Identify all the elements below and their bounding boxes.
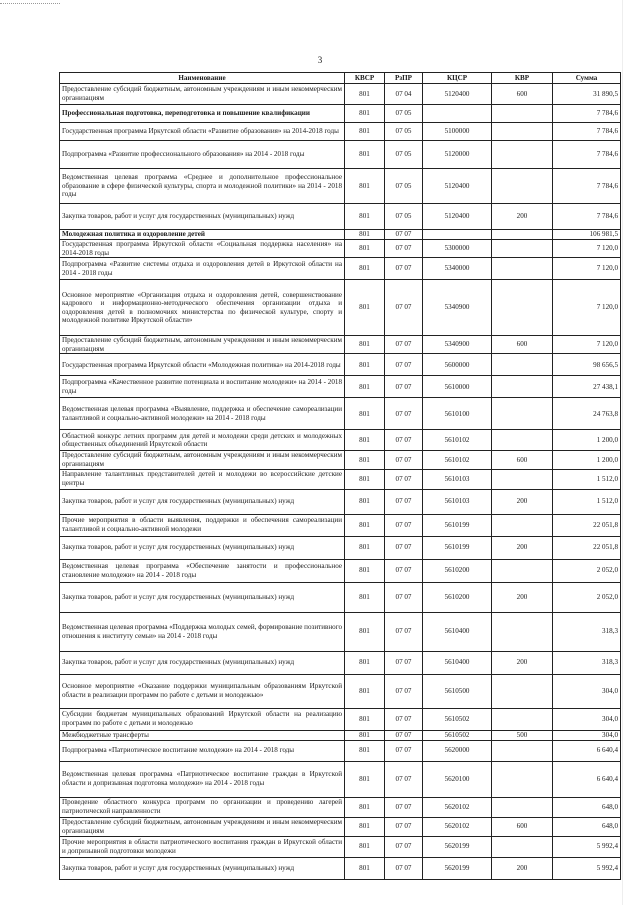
row-name: Государственная программа Иркутской области «Социальная поддержка населения» на 2014-2018 годы: [60, 240, 345, 258]
table-row: [60, 797, 621, 817]
row-rzpr: 07 07: [385, 817, 423, 836]
table-row: [60, 489, 621, 514]
row-kcsr: 5610000: [423, 376, 492, 398]
row-kcsr: 5300000: [423, 240, 492, 258]
row-sum: 7 784,6: [553, 169, 621, 204]
row-name: Подпрограмма «Патриотическое воспитание молодежи» на 2014 - 2018 годы: [60, 740, 345, 761]
row-rzpr: 07 07: [385, 651, 423, 674]
budget-table: [59, 72, 621, 880]
row-kvr: [492, 354, 553, 376]
row-rzpr: 07 07: [385, 836, 423, 857]
row-sum: 2 052,0: [553, 582, 621, 612]
row-kcsr: 5620199: [423, 836, 492, 857]
row-kvr: [492, 612, 553, 651]
table-row: [60, 280, 621, 336]
row-name: Предоставление субсидий бюджетным, автономным учреждениям и иным некоммерческим организациям: [60, 817, 345, 836]
row-sum: 2 052,0: [553, 559, 621, 582]
table-row: [60, 469, 621, 489]
row-sum: 318,3: [553, 651, 621, 674]
row-sum: 1 512,0: [553, 469, 621, 489]
row-kvr: 200: [492, 582, 553, 612]
row-rzpr: 07 07: [385, 674, 423, 708]
table-row: [60, 84, 621, 105]
row-kvr: 200: [492, 489, 553, 514]
row-name: Профессиональная подготовка, переподготовка и повышение квалификации: [60, 105, 345, 123]
row-sum: 98 656,5: [553, 354, 621, 376]
row-sum: 304,0: [553, 708, 621, 730]
row-kvsr: 801: [345, 84, 385, 105]
row-rzpr: 07 07: [385, 258, 423, 280]
row-kvsr: 801: [345, 797, 385, 817]
row-kvsr: 801: [345, 817, 385, 836]
table-row: [60, 817, 621, 836]
row-kvsr: 801: [345, 559, 385, 582]
row-sum: 304,0: [553, 674, 621, 708]
table-row: [60, 740, 621, 761]
row-rzpr: 07 07: [385, 582, 423, 612]
row-kcsr: 5610400: [423, 651, 492, 674]
row-kvr: [492, 514, 553, 536]
table-row: [60, 730, 621, 740]
table-row: [60, 612, 621, 651]
row-kcsr: [423, 105, 492, 123]
row-sum: 7 120,0: [553, 336, 621, 354]
table-row: [60, 559, 621, 582]
row-kcsr: 5610500: [423, 674, 492, 708]
row-rzpr: 07 07: [385, 559, 423, 582]
table-row: [60, 354, 621, 376]
row-rzpr: 07 07: [385, 514, 423, 536]
row-sum: 7 120,0: [553, 258, 621, 280]
row-kcsr: 5610199: [423, 536, 492, 559]
row-name: Ведомственная целевая программа «Патриотическое воспитание граждан в Иркутской области и допризывная подготовка молодежи» на 2014 - 2018 годы: [60, 761, 345, 797]
row-kvr: [492, 559, 553, 582]
row-kcsr: 5610502: [423, 730, 492, 740]
row-kvsr: 801: [345, 451, 385, 469]
row-kvsr: 801: [345, 857, 385, 879]
row-name: Основное мероприятие «Организация отдыха и оздоровления детей, совершенствование кадрового и информационно-методического обеспечения организации отдыха и оздоровления детей в полномочиях министерства по физической культуре, спорту и молодежной политике Иркутской области»: [60, 280, 345, 336]
row-rzpr: 07 07: [385, 730, 423, 740]
row-name: Предоставление субсидий бюджетным, автономным учреждениям и иным некоммерческим организациям: [60, 451, 345, 469]
row-kvsr: 801: [345, 398, 385, 430]
row-kvsr: 801: [345, 469, 385, 489]
row-kvr: [492, 280, 553, 336]
row-rzpr: 07 05: [385, 169, 423, 204]
row-name: Закупка товаров, работ и услуг для государственных (муниципальных) нужд: [60, 536, 345, 559]
row-kvsr: 801: [345, 354, 385, 376]
row-kvr: [492, 761, 553, 797]
row-kvr: [492, 398, 553, 430]
row-kcsr: 5610103: [423, 469, 492, 489]
row-kcsr: 5620100: [423, 761, 492, 797]
row-kvr: [492, 674, 553, 708]
table-row: [60, 105, 621, 123]
table-row: [60, 204, 621, 230]
row-kvsr: 801: [345, 651, 385, 674]
row-sum: 7 784,6: [553, 204, 621, 230]
table-row: [60, 141, 621, 169]
row-name: Закупка товаров, работ и услуг для государственных (муниципальных) нужд: [60, 582, 345, 612]
row-name: Закупка товаров, работ и услуг для государственных (муниципальных) нужд: [60, 204, 345, 230]
row-kcsr: [423, 230, 492, 240]
row-kvsr: 801: [345, 336, 385, 354]
table-row: [60, 169, 621, 204]
row-name: Межбюджетные трансферты: [60, 730, 345, 740]
row-rzpr: 07 07: [385, 536, 423, 559]
row-kcsr: 5620199: [423, 857, 492, 879]
header-kvr: КВР: [492, 73, 553, 84]
row-kvr: 200: [492, 204, 553, 230]
row-name: Проведение областного конкурса программ по организации и проведению лагерей патриотической направленности: [60, 797, 345, 817]
row-kcsr: 5610199: [423, 514, 492, 536]
table-row: [60, 398, 621, 430]
row-kvr: [492, 797, 553, 817]
row-name: Подпрограмма «Развитие системы отдыха и оздоровления детей в Иркутской области на 2014 - 2018 годы: [60, 258, 345, 280]
row-kcsr: 5610200: [423, 582, 492, 612]
row-rzpr: 07 05: [385, 204, 423, 230]
row-kvr: [492, 258, 553, 280]
row-kvsr: 801: [345, 430, 385, 451]
row-kcsr: 5120400: [423, 84, 492, 105]
row-kvr: [492, 123, 553, 141]
row-kvsr: 801: [345, 514, 385, 536]
row-name: Субсидии бюджетам муниципальных образований Иркутской области на реализацию программ по работе с детьми и молодежью: [60, 708, 345, 730]
row-kvr: 200: [492, 651, 553, 674]
row-kvsr: 801: [345, 612, 385, 651]
table-row: [60, 258, 621, 280]
row-kvsr: 801: [345, 376, 385, 398]
row-rzpr: 07 07: [385, 240, 423, 258]
row-sum: 648,0: [553, 817, 621, 836]
row-name: Молодежная политика и оздоровление детей: [60, 230, 345, 240]
row-rzpr: 07 07: [385, 761, 423, 797]
row-kvr: [492, 105, 553, 123]
row-kvr: [492, 240, 553, 258]
row-kvr: [492, 376, 553, 398]
row-kvsr: 801: [345, 141, 385, 169]
header-name: Наименование: [60, 73, 345, 84]
row-rzpr: 07 07: [385, 398, 423, 430]
row-rzpr: 07 07: [385, 612, 423, 651]
page-number: 3: [317, 55, 323, 65]
row-rzpr: 07 07: [385, 489, 423, 514]
row-kvr: [492, 230, 553, 240]
row-sum: 318,3: [553, 612, 621, 651]
row-kvr: [492, 141, 553, 169]
row-kvsr: 801: [345, 280, 385, 336]
row-sum: 106 981,5: [553, 230, 621, 240]
table-row: [60, 430, 621, 451]
row-kvr: 600: [492, 84, 553, 105]
row-name: Прочие мероприятия в области патриотического воспитания граждан в Иркутской области и допризывной подготовки молодежи: [60, 836, 345, 857]
table-row: [60, 240, 621, 258]
row-rzpr: 07 07: [385, 354, 423, 376]
row-kcsr: 5340900: [423, 280, 492, 336]
table-row: [60, 123, 621, 141]
page-fold-shadow: [622, 0, 623, 905]
row-kvsr: 801: [345, 123, 385, 141]
row-kvsr: 801: [345, 740, 385, 761]
row-sum: 22 051,8: [553, 536, 621, 559]
row-rzpr: 07 07: [385, 857, 423, 879]
row-kcsr: 5340900: [423, 336, 492, 354]
row-kcsr: 5340000: [423, 258, 492, 280]
row-kcsr: 5610502: [423, 708, 492, 730]
row-kcsr: 5610400: [423, 612, 492, 651]
row-kvr: 500: [492, 730, 553, 740]
row-name: Основное мероприятие «Оказание поддержки муниципальным образованиям Иркутской области в реализации программ по работе с детьми и молодежью»: [60, 674, 345, 708]
table-row: [60, 836, 621, 857]
row-kcsr: 5600000: [423, 354, 492, 376]
row-kvr: [492, 740, 553, 761]
row-name: Предоставление субсидий бюджетным, автономным учреждениям и иным некоммерческим организациям: [60, 336, 345, 354]
row-sum: 1 200,0: [553, 430, 621, 451]
row-kvsr: 801: [345, 674, 385, 708]
table-row: [60, 336, 621, 354]
row-rzpr: 07 07: [385, 430, 423, 451]
row-kvsr: 801: [345, 105, 385, 123]
header-kcsr: КЦСР: [423, 73, 492, 84]
row-rzpr: 07 07: [385, 797, 423, 817]
row-name: Закупка товаров, работ и услуг для государственных (муниципальных) нужд: [60, 857, 345, 879]
table-row: [60, 761, 621, 797]
row-kvsr: 801: [345, 836, 385, 857]
row-sum: 304,0: [553, 730, 621, 740]
table-row: [60, 857, 621, 879]
row-name: Подпрограмма «Развитие профессионального образования» на 2014 - 2018 годы: [60, 141, 345, 169]
row-rzpr: 07 05: [385, 105, 423, 123]
header-rzpr: РзПР: [385, 73, 423, 84]
header-sum: Сумма: [553, 73, 621, 84]
row-kvr: 200: [492, 857, 553, 879]
row-name: Предоставление субсидий бюджетным, автономным учреждениям и иным некоммерческим организациям: [60, 84, 345, 105]
row-kcsr: 5610200: [423, 559, 492, 582]
row-kvr: 600: [492, 817, 553, 836]
table-row: [60, 536, 621, 559]
row-sum: 7 784,6: [553, 123, 621, 141]
row-kvsr: 801: [345, 204, 385, 230]
row-kvsr: 801: [345, 169, 385, 204]
row-kvsr: 801: [345, 582, 385, 612]
row-kvr: [492, 430, 553, 451]
row-name: Закупка товаров, работ и услуг для государственных (муниципальных) нужд: [60, 489, 345, 514]
row-kcsr: 5610103: [423, 489, 492, 514]
row-rzpr: 07 07: [385, 469, 423, 489]
row-name: Направление талантливых представителей детей и молодежи во всероссийские детские центры: [60, 469, 345, 489]
row-kcsr: 5610100: [423, 398, 492, 430]
row-name: Подпрограмма «Качественное развитие потенциала и воспитание молодежи» на 2014 - 2018 годы: [60, 376, 345, 398]
row-kvsr: 801: [345, 730, 385, 740]
row-sum: 6 640,4: [553, 740, 621, 761]
row-kcsr: 5620102: [423, 797, 492, 817]
header-kvsr: КВСР: [345, 73, 385, 84]
row-sum: 7 120,0: [553, 280, 621, 336]
row-kcsr: 5120400: [423, 204, 492, 230]
table-row: [60, 514, 621, 536]
row-sum: 5 992,4: [553, 857, 621, 879]
row-kcsr: 5610102: [423, 430, 492, 451]
row-sum: 22 051,8: [553, 514, 621, 536]
table-row: [60, 582, 621, 612]
row-kcsr: 5610102: [423, 451, 492, 469]
row-kvsr: 801: [345, 708, 385, 730]
row-name: Прочие мероприятия в области выявления, поддержки и обеспечения самореализации талантливой и социально-активной молодежи: [60, 514, 345, 536]
table-row: [60, 674, 621, 708]
row-kcsr: 5120400: [423, 169, 492, 204]
row-rzpr: 07 07: [385, 230, 423, 240]
scan-edge-mark: [0, 3, 60, 4]
row-kvr: [492, 469, 553, 489]
row-sum: 31 890,5: [553, 84, 621, 105]
row-sum: 648,0: [553, 797, 621, 817]
row-kvr: 600: [492, 336, 553, 354]
table-row: [60, 708, 621, 730]
row-name: Государственная программа Иркутской области «Развитие образования» на 2014-2018 годы: [60, 123, 345, 141]
row-rzpr: 07 07: [385, 336, 423, 354]
row-kvsr: 801: [345, 240, 385, 258]
table-row: [60, 651, 621, 674]
row-sum: 1 512,0: [553, 489, 621, 514]
row-sum: 7 120,0: [553, 240, 621, 258]
row-kvsr: 801: [345, 230, 385, 240]
row-kvsr: 801: [345, 489, 385, 514]
row-kcsr: 5100000: [423, 123, 492, 141]
row-sum: 5 992,4: [553, 836, 621, 857]
row-name: Ведомственная целевая программа «Поддержка молодых семей, формирование позитивного отношения к институту семьи» на 2014 - 2018 годы: [60, 612, 345, 651]
row-kvr: [492, 708, 553, 730]
row-kvr: [492, 836, 553, 857]
row-sum: 27 438,1: [553, 376, 621, 398]
row-rzpr: 07 04: [385, 84, 423, 105]
row-sum: 7 784,6: [553, 141, 621, 169]
row-name: Ведомственная целевая программа «Обеспечение занятости и профессиональное становление молодежи» на 2014 - 2018 годы: [60, 559, 345, 582]
row-name: Закупка товаров, работ и услуг для государственных (муниципальных) нужд: [60, 651, 345, 674]
table-header-row: [60, 73, 621, 84]
table-row: [60, 230, 621, 240]
row-kvr: [492, 169, 553, 204]
row-name: Областной конкурс летних программ для детей и молодежи среди детских и молодежных общественных объединений Иркутской области: [60, 430, 345, 451]
row-kcsr: 5620102: [423, 817, 492, 836]
row-kvsr: 801: [345, 761, 385, 797]
row-rzpr: 07 05: [385, 123, 423, 141]
table-row: [60, 376, 621, 398]
row-rzpr: 07 07: [385, 740, 423, 761]
row-rzpr: 07 07: [385, 280, 423, 336]
row-rzpr: 07 05: [385, 141, 423, 169]
row-sum: 6 640,4: [553, 761, 621, 797]
row-rzpr: 07 07: [385, 376, 423, 398]
table-row: [60, 451, 621, 469]
row-rzpr: 07 07: [385, 708, 423, 730]
row-sum: 24 763,8: [553, 398, 621, 430]
row-kvsr: 801: [345, 258, 385, 280]
row-name: Ведомственная целевая программа «Среднее и дополнительное профессиональное образование в сфере физической культуры, спорта и молодежной политики» на 2014 - 2018 годы: [60, 169, 345, 204]
row-kvr: 200: [492, 536, 553, 559]
row-name: Государственная программа Иркутской области «Молодежная политика» на 2014-2018 годы: [60, 354, 345, 376]
row-sum: 1 200,0: [553, 451, 621, 469]
row-kcsr: 5120000: [423, 141, 492, 169]
row-kvsr: 801: [345, 536, 385, 559]
row-sum: 7 784,6: [553, 105, 621, 123]
row-kcsr: 5620000: [423, 740, 492, 761]
row-name: Ведомственная целевая программа «Выявление, поддержка и обеспечение самореализации талантливой и социально-активной молодежи» на 2014 - 2018 годы: [60, 398, 345, 430]
row-rzpr: 07 07: [385, 451, 423, 469]
row-kvr: 600: [492, 451, 553, 469]
